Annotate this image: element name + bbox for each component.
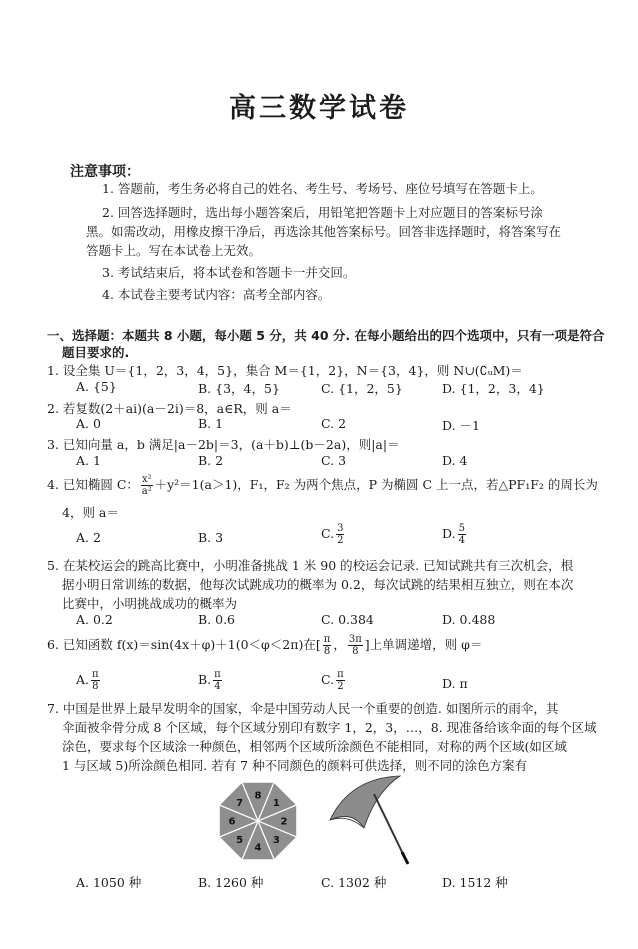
question-4-stem-cont: 4，则 a＝	[62, 505, 119, 520]
q4-option-c	[321, 523, 346, 546]
q6-c-den: 2	[337, 681, 344, 692]
q4-c-num: 3	[337, 523, 344, 534]
q5-option-b: B. 0.6	[198, 612, 236, 627]
q4-option-d-fraction	[458, 523, 466, 546]
q7-option-b: B. 1260 种	[198, 875, 264, 890]
q4-option-b: B. 3	[198, 530, 224, 545]
q4-stem-post: ＋y²＝1(a＞1)，F₁，F₂ 为两个焦点，P 为椭圆 C 上一点，若△PF₁F₂ 的周长为	[154, 477, 598, 492]
q3-option-a: A. 1	[76, 453, 101, 468]
q6-option-b	[198, 669, 224, 692]
q6-comma: ，	[333, 637, 346, 652]
octagon-region-label: 4	[254, 842, 262, 854]
question-5-stem-cont: 据小明日常训练的数据，他每次试跳成功的概率为 0.2，每次试跳的结果相互独立，则在本次	[62, 577, 574, 592]
notice-heading: 注意事项：	[70, 164, 140, 180]
q1-option-b: B. {3，4，5}	[198, 381, 280, 396]
page-title: 高三数学试卷	[229, 93, 409, 124]
q6-b-den: 4	[214, 681, 221, 692]
q1-option-a: A. {5}	[76, 379, 117, 394]
question-1-stem: 1. 设全集 U＝{1，2，3，4，5}，集合 M＝{1，2}，N＝{3，4}，则 N∪(∁ᵤM)＝	[47, 363, 523, 378]
notice-line: 答题卡上。写在本试卷上无效。	[86, 243, 262, 258]
q6-a-den: 8	[92, 681, 99, 692]
q6-c-fraction	[336, 669, 345, 692]
umbrella-canopy	[330, 776, 400, 828]
section-heading: 一、选择题：本题共 8 小题，每小题 5 分，共 40 分. 在每小题给出的四个选项中，只有一项是符合	[47, 328, 605, 343]
q6-a-fraction	[91, 669, 100, 692]
q4-d-den: 4	[458, 535, 465, 546]
q3-option-b: B. 2	[198, 453, 224, 468]
q6-i1-den: 8	[323, 646, 331, 657]
q4-ellipse-den: a²	[141, 486, 152, 497]
q2-option-c: C. 2	[321, 416, 347, 431]
q1-option-d: D. {1，2，3，4}	[442, 381, 545, 396]
question-7-stem-cont: 1 与区域 5)所涂颜色相同. 若有 7 种不同颜色的颜料可供选择，则不同的涂色方案有	[62, 758, 528, 773]
question-7-stem-cont: 涂色，要求每个区域涂一种颜色，相邻两个区域所涂颜色不能相同，对称的两个区域(如区域	[62, 739, 567, 754]
notice-line: 2. 回答选择题时，选出每小题答案后，用铅笔把答题卡上对应题目的答案标号涂	[102, 205, 543, 220]
q5-option-d: D. 0.488	[442, 612, 496, 627]
q4-ellipse-fraction	[141, 474, 153, 497]
q6-option-c-label: C.	[321, 672, 335, 687]
q5-option-a: A. 0.2	[76, 612, 113, 627]
q6-i1-num: π	[323, 634, 331, 645]
octagon-region-label: 8	[254, 790, 262, 802]
q6-a-num: π	[92, 669, 99, 680]
octagon-region-label: 7	[236, 798, 244, 810]
q7-option-c: C. 1302 种	[321, 875, 387, 890]
q4-ellipse-num: x²	[141, 474, 152, 485]
q3-option-c: C. 3	[321, 453, 347, 468]
q4-c-den: 2	[337, 535, 344, 546]
umbrella-octagon-figure	[210, 778, 306, 864]
question-7-stem-cont: 伞面被伞骨分成 8 个区域，每个区域分别印有数字 1，2，3，…，8. 现准备给该伞面的每个区域	[62, 720, 597, 735]
q4-option-d	[442, 523, 468, 546]
umbrella-side-figure	[322, 770, 414, 866]
q6-option-b-label: B.	[198, 672, 212, 687]
q7-option-a: A. 1050 种	[76, 875, 142, 890]
octagon-region-label: 3	[272, 834, 280, 846]
q6-option-a	[76, 669, 102, 692]
q6-interval-left	[323, 634, 332, 657]
notice-line: 4. 本试卷主要考试内容：高考全部内容。	[102, 287, 331, 302]
question-3-stem: 3. 已知向量 a，b 满足|a－2b|＝3，(a＋b)⊥(b－2a)，则|a|＝	[47, 437, 400, 452]
octagon-region-label: 2	[280, 816, 288, 828]
q6-interval-right	[348, 634, 363, 657]
umbrella-handle	[402, 852, 408, 864]
q4-option-c-fraction	[336, 523, 344, 546]
q4-d-num: 5	[458, 523, 465, 534]
notice-line: 3. 考试结束后，将本试卷和答题卡一并交回。	[102, 265, 356, 280]
umbrella-shaft	[374, 794, 404, 856]
question-2-stem: 2. 若复数(2＋ai)(a－2i)＝8，a∈R，则 a＝	[47, 401, 292, 416]
q5-option-c: C. 0.384	[321, 612, 374, 627]
notice-line: 黑。如需改动，用橡皮擦干净后，再选涂其他答案标号。回答非选择题时，将答案写在	[86, 224, 562, 239]
q2-option-b: B. 1	[198, 416, 224, 431]
octagon-region-label: 6	[228, 816, 236, 828]
q6-option-a-label: A.	[76, 672, 90, 687]
notice-line: 1. 答题前，考生务必将自己的姓名、考生号、考场号、座位号填写在答题卡上。	[102, 181, 543, 196]
q6-stem-pre: 6. 已知函数 f(x)＝sin(4x＋φ)＋1(0＜φ＜2π)在[	[47, 637, 321, 652]
question-6-stem	[47, 634, 482, 657]
q4-stem-pre: 4. 已知椭圆 C：	[47, 477, 139, 492]
q4-option-a: A. 2	[76, 530, 101, 545]
q2-option-d: D. －1	[442, 418, 480, 433]
question-5-stem: 5. 在某校运会的跳高比赛中，小明准备挑战 1 米 90 的校运会记录. 已知试跳共有三次机会，根	[47, 558, 574, 573]
question-5-stem-cont: 比赛中，小明挑战成功的概率为	[62, 596, 238, 611]
q3-option-d: D. 4	[442, 453, 468, 468]
q6-stem-post: ]上单调递增，则 φ＝	[364, 637, 483, 652]
question-4-stem	[47, 474, 598, 497]
q4-option-c-label: C.	[321, 526, 335, 541]
q4-option-d-label: D.	[442, 526, 456, 541]
q2-option-a: A. 0	[76, 416, 101, 431]
q6-i2-den: 8	[352, 646, 359, 657]
section-heading-cont: 题目要求的.	[62, 345, 130, 360]
q6-option-d: D. π	[442, 676, 468, 691]
octagon-region-label: 1	[272, 798, 280, 810]
octagon-region-label: 5	[236, 834, 244, 846]
q6-c-num: π	[337, 669, 344, 680]
q6-b-num: π	[214, 669, 221, 680]
q6-option-c	[321, 669, 347, 692]
q1-option-c: C. {1，2，5}	[321, 381, 403, 396]
q6-b-fraction	[213, 669, 222, 692]
q6-i2-num: 3π	[348, 634, 362, 645]
q7-option-d: D. 1512 种	[442, 875, 508, 890]
question-7-stem: 7. 中国是世界上最早发明伞的国家，伞是中国劳动人民一个重要的创造. 如图所示的雨伞，其	[47, 701, 559, 716]
